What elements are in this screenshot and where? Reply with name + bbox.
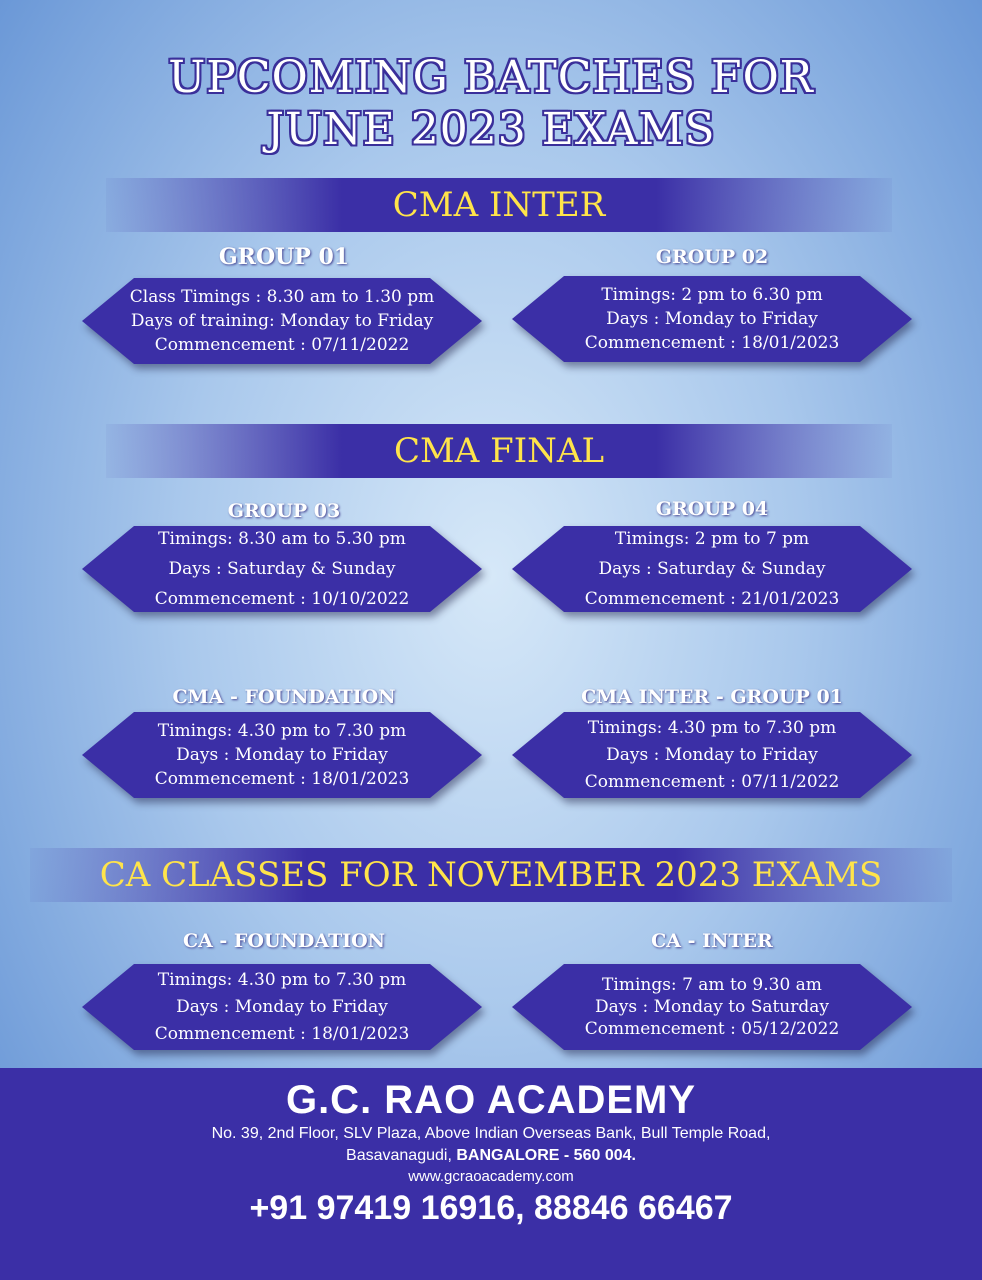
section-banner-cma-inter bbox=[106, 178, 892, 232]
batch-days: Days : Saturday & Sunday bbox=[168, 559, 396, 579]
section-banner-ca-classes bbox=[30, 848, 952, 902]
address-locality: Basavanagudi, bbox=[346, 1147, 457, 1164]
batch-badge bbox=[82, 964, 482, 1050]
batch-commencement: Commencement : 10/10/2022 bbox=[154, 589, 410, 609]
footer bbox=[0, 1068, 982, 1280]
batch-timings: Timings: 4.30 pm to 7.30 pm bbox=[587, 717, 837, 738]
batch-label: CA - FOUNDATION bbox=[182, 930, 386, 952]
batch-days: Days : Monday to Friday bbox=[176, 745, 388, 765]
batch-commencement: Commencement : 18/01/2023 bbox=[584, 333, 840, 353]
phone-numbers: +91 97419 16916, 88846 66467 bbox=[249, 1189, 733, 1227]
batch-days: Days : Monday to Friday bbox=[176, 996, 388, 1017]
batch-badge bbox=[82, 712, 482, 798]
batch-timings: Timings: 8.30 am to 5.30 pm bbox=[158, 529, 406, 549]
batch-days: Days of training: Monday to Friday bbox=[130, 311, 434, 331]
batch-badge bbox=[82, 526, 482, 612]
batch-label: GROUP 03 bbox=[227, 500, 341, 522]
batch-label: CA - INTER bbox=[651, 930, 773, 952]
batch-timings: Class Timings : 8.30 am to 1.30 pm bbox=[129, 287, 435, 307]
address-city: BANGALORE - 560 004. bbox=[456, 1147, 636, 1164]
batch-badge bbox=[82, 278, 482, 364]
batch-timings: Timings: 4.30 pm to 7.30 pm bbox=[157, 969, 407, 990]
batch-commencement: Commencement : 07/11/2022 bbox=[154, 335, 410, 355]
section-title-cma-final: CMA FINAL bbox=[393, 431, 605, 471]
batch-commencement: Commencement : 18/01/2023 bbox=[154, 769, 410, 789]
batch-timings: Timings: 2 pm to 7 pm bbox=[614, 529, 810, 549]
batch-label: CMA INTER - GROUP 01 bbox=[581, 686, 843, 708]
batch-commencement: Commencement : 21/01/2023 bbox=[584, 589, 840, 609]
batch-days: Days : Monday to Friday bbox=[606, 744, 818, 765]
address-line-1: No. 39, 2nd Floor, SLV Plaza, Above Indian Overseas Bank, Bull Temple Road, bbox=[211, 1125, 771, 1142]
batch-days: Days : Monday to Saturday bbox=[594, 997, 830, 1017]
batch-badge bbox=[512, 276, 912, 362]
batch-label: CMA - FOUNDATION bbox=[172, 686, 396, 708]
section-title-ca-classes: CA CLASSES FOR NOVEMBER 2023 EXAMS bbox=[99, 855, 883, 895]
address-line-2 bbox=[0, 1145, 982, 1167]
academy-name: G.C. RAO ACADEMY bbox=[285, 1078, 697, 1122]
batch-commencement: Commencement : 18/01/2023 bbox=[154, 1023, 410, 1044]
batch-badge bbox=[512, 712, 912, 798]
page-title-line2: JUNE 2023 EXAMS bbox=[266, 104, 716, 155]
batch-badge bbox=[512, 526, 912, 612]
website-link[interactable]: www.gcraoacademy.com bbox=[408, 1168, 574, 1185]
page-title-line1: UPCOMING BATCHES FOR bbox=[168, 52, 814, 103]
batch-timings: Timings: 2 pm to 6.30 pm bbox=[601, 285, 823, 305]
batch-badge bbox=[512, 964, 912, 1050]
batch-timings: Timings: 7 am to 9.30 am bbox=[602, 975, 822, 995]
batch-commencement: Commencement : 05/12/2022 bbox=[584, 1019, 840, 1039]
batch-timings: Timings: 4.30 pm to 7.30 pm bbox=[157, 721, 407, 741]
batch-days: Days : Saturday & Sunday bbox=[598, 559, 826, 579]
batch-days: Days : Monday to Friday bbox=[606, 309, 818, 329]
batch-label: GROUP 04 bbox=[655, 498, 769, 520]
section-banner-cma-final bbox=[106, 424, 892, 478]
section-title-cma-inter: CMA INTER bbox=[392, 185, 606, 225]
batch-label: GROUP 02 bbox=[655, 246, 769, 268]
batch-label: GROUP 01 bbox=[218, 244, 350, 270]
batch-commencement: Commencement : 07/11/2022 bbox=[584, 771, 840, 792]
